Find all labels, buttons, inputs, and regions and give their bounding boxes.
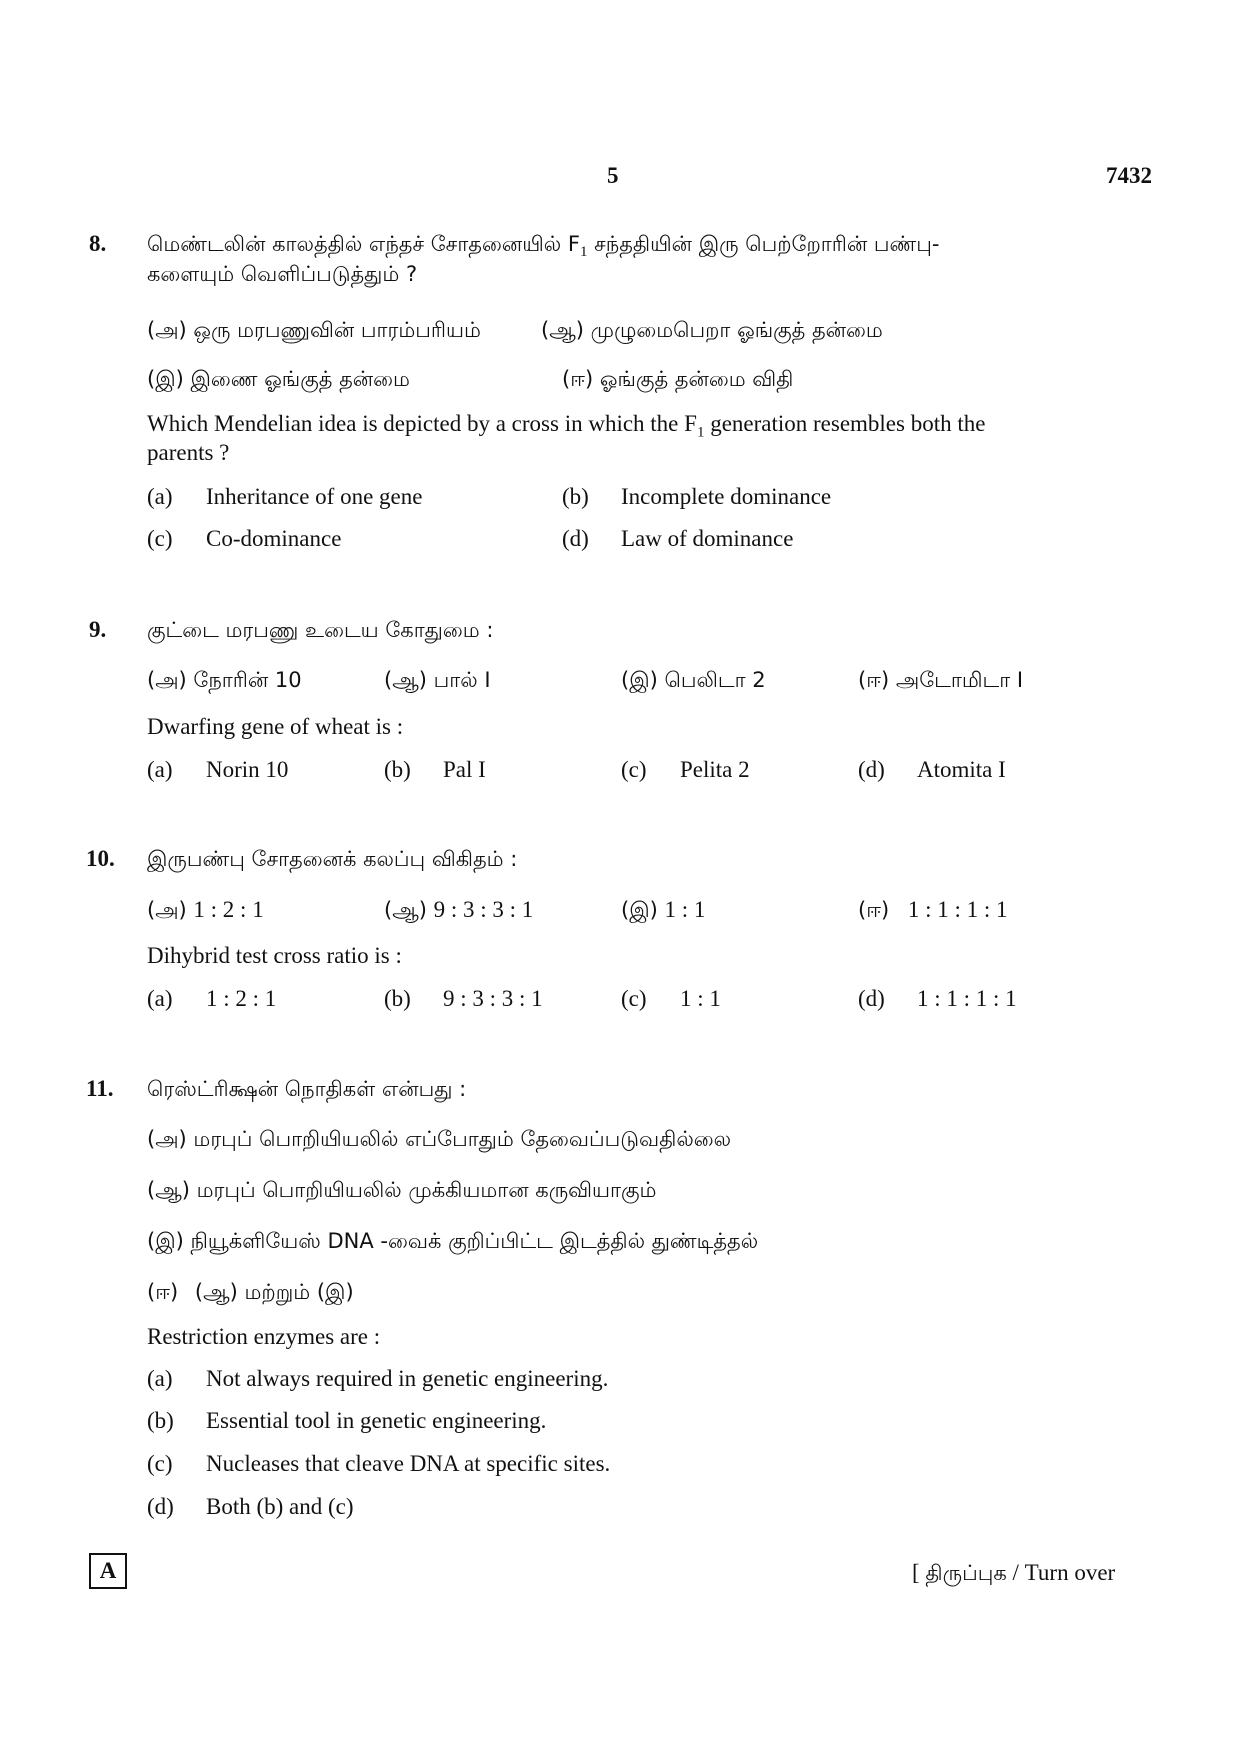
question-number: 11. (86, 1076, 114, 1101)
question-english: Dihybrid test cross ratio is : (147, 943, 402, 968)
question-number: 8. (89, 231, 107, 256)
tamil-option-2: (ஆ) பால் I (384, 668, 491, 692)
option-mark: (d) (562, 526, 589, 551)
question-english: Dwarfing gene of wheat is : (147, 714, 404, 739)
option-mark: (c) (147, 526, 173, 551)
option-d-text: Atomita I (917, 757, 1006, 782)
option-c-text: Co-dominance (206, 526, 342, 551)
question-english-line2: parents ? (147, 440, 230, 465)
option-d-text: Both (b) and (c) (206, 1494, 354, 1519)
tamil-option-2: (ஆ) மரபுப் பொறியியலில் முக்கியமான கருவியாகும் (147, 1178, 657, 1202)
option-c-text: Nucleases that cleave DNA at specific sites. (206, 1451, 611, 1476)
option-mark: (c) (147, 1451, 173, 1476)
tamil-option-3: (இ) நியூக்ளியேஸ் DNA -வைக் குறிப்பிட்ட இடத்தில் துண்டித்தல் (147, 1229, 759, 1253)
option-a-text: 1 : 2 : 1 (206, 986, 277, 1011)
tamil-option-2: (ஆ) முழுமைபெறா ஓங்குத் தன்மை (541, 318, 883, 342)
tamil-option-4: (ஈ) ஓங்குத் தன்மை விதி (562, 367, 794, 391)
question-number: 9. (89, 617, 107, 642)
option-mark: (b) (384, 757, 411, 782)
paper-code: 7432 (1106, 163, 1152, 188)
series-code-box: A (89, 1553, 127, 1589)
tamil-option-1: (அ) நோரின் 10 (147, 668, 302, 692)
tamil-option-3: (இ) 1 : 1 (621, 897, 706, 922)
question-english: Restriction enzymes are : (147, 1324, 381, 1349)
option-c-text: 1 : 1 (680, 986, 721, 1011)
option-a-text: Inheritance of one gene (206, 484, 423, 509)
option-mark: (b) (147, 1408, 174, 1433)
tamil-option-3: (இ) பெலிடா 2 (621, 668, 766, 692)
option-d-text: Law of dominance (621, 526, 794, 551)
option-a-text: Not always required in genetic engineering. (206, 1366, 609, 1391)
option-mark: (d) (147, 1494, 174, 1519)
option-mark: (a) (147, 986, 173, 1011)
tamil-option-1: (அ) 1 : 2 : 1 (147, 897, 264, 922)
option-d-text: 1 : 1 : 1 : 1 (917, 986, 1017, 1011)
option-mark: (d) (858, 757, 885, 782)
question-number: 10. (86, 846, 115, 871)
tamil-option-1: (அ) மரபுப் பொறியியலில் எப்போதும் தேவைப்படுவதில்லை (147, 1127, 732, 1151)
question-tamil-line2: களையும் வெளிப்படுத்தும் ? (147, 262, 418, 286)
question-tamil: இருபண்பு சோதனைக் கலப்பு விகிதம் : (147, 847, 518, 871)
option-b-text: Incomplete dominance (621, 484, 832, 509)
tamil-option-2: (ஆ) 9 : 3 : 3 : 1 (384, 897, 534, 922)
option-c-text: Pelita 2 (680, 757, 750, 782)
question-tamil-line1: மெண்டலின் காலத்தில் எந்தச் சோதனையில் $F_1$ சந்ததியின் இரு பெற்றோரின் பண்பு- (147, 232, 940, 261)
question-tamil: குட்டை மரபணு உடைய கோதுமை : (147, 618, 494, 642)
question-tamil: ரெஸ்ட்ரிக்ஷன் நொதிகள் என்பது : (147, 1077, 467, 1101)
tamil-option-4: (ஈ) அடோமிடா I (858, 668, 1024, 692)
option-mark: (b) (562, 484, 589, 509)
tamil-option-1: (அ) ஒரு மரபணுவின் பாரம்பரியம் (147, 318, 481, 342)
option-b-text: Pal I (443, 757, 486, 782)
question-english-line1: Which Mendelian idea is depicted by a cross in which the $F_1$ generation resembles both the (147, 411, 986, 441)
tamil-option-4: (ஈ) 1 : 1 : 1 : 1 (858, 897, 1008, 922)
option-mark: (a) (147, 484, 173, 509)
option-mark: (c) (621, 986, 647, 1011)
option-mark: (a) (147, 1366, 173, 1391)
option-mark: (a) (147, 757, 173, 782)
option-a-text: Norin 10 (206, 757, 289, 782)
tamil-option-4: (ஈ) (ஆ) மற்றும் (இ) (147, 1280, 354, 1304)
page-number: 5 (607, 163, 619, 188)
option-b-text: 9 : 3 : 3 : 1 (443, 986, 543, 1011)
option-mark: (d) (858, 986, 885, 1011)
turn-over-note: [ திருப்புக / Turn over (912, 1560, 1116, 1585)
tamil-option-3: (இ) இணை ஓங்குத் தன்மை (147, 367, 410, 391)
option-mark: (b) (384, 986, 411, 1011)
option-mark: (c) (621, 757, 647, 782)
option-b-text: Essential tool in genetic engineering. (206, 1408, 547, 1433)
